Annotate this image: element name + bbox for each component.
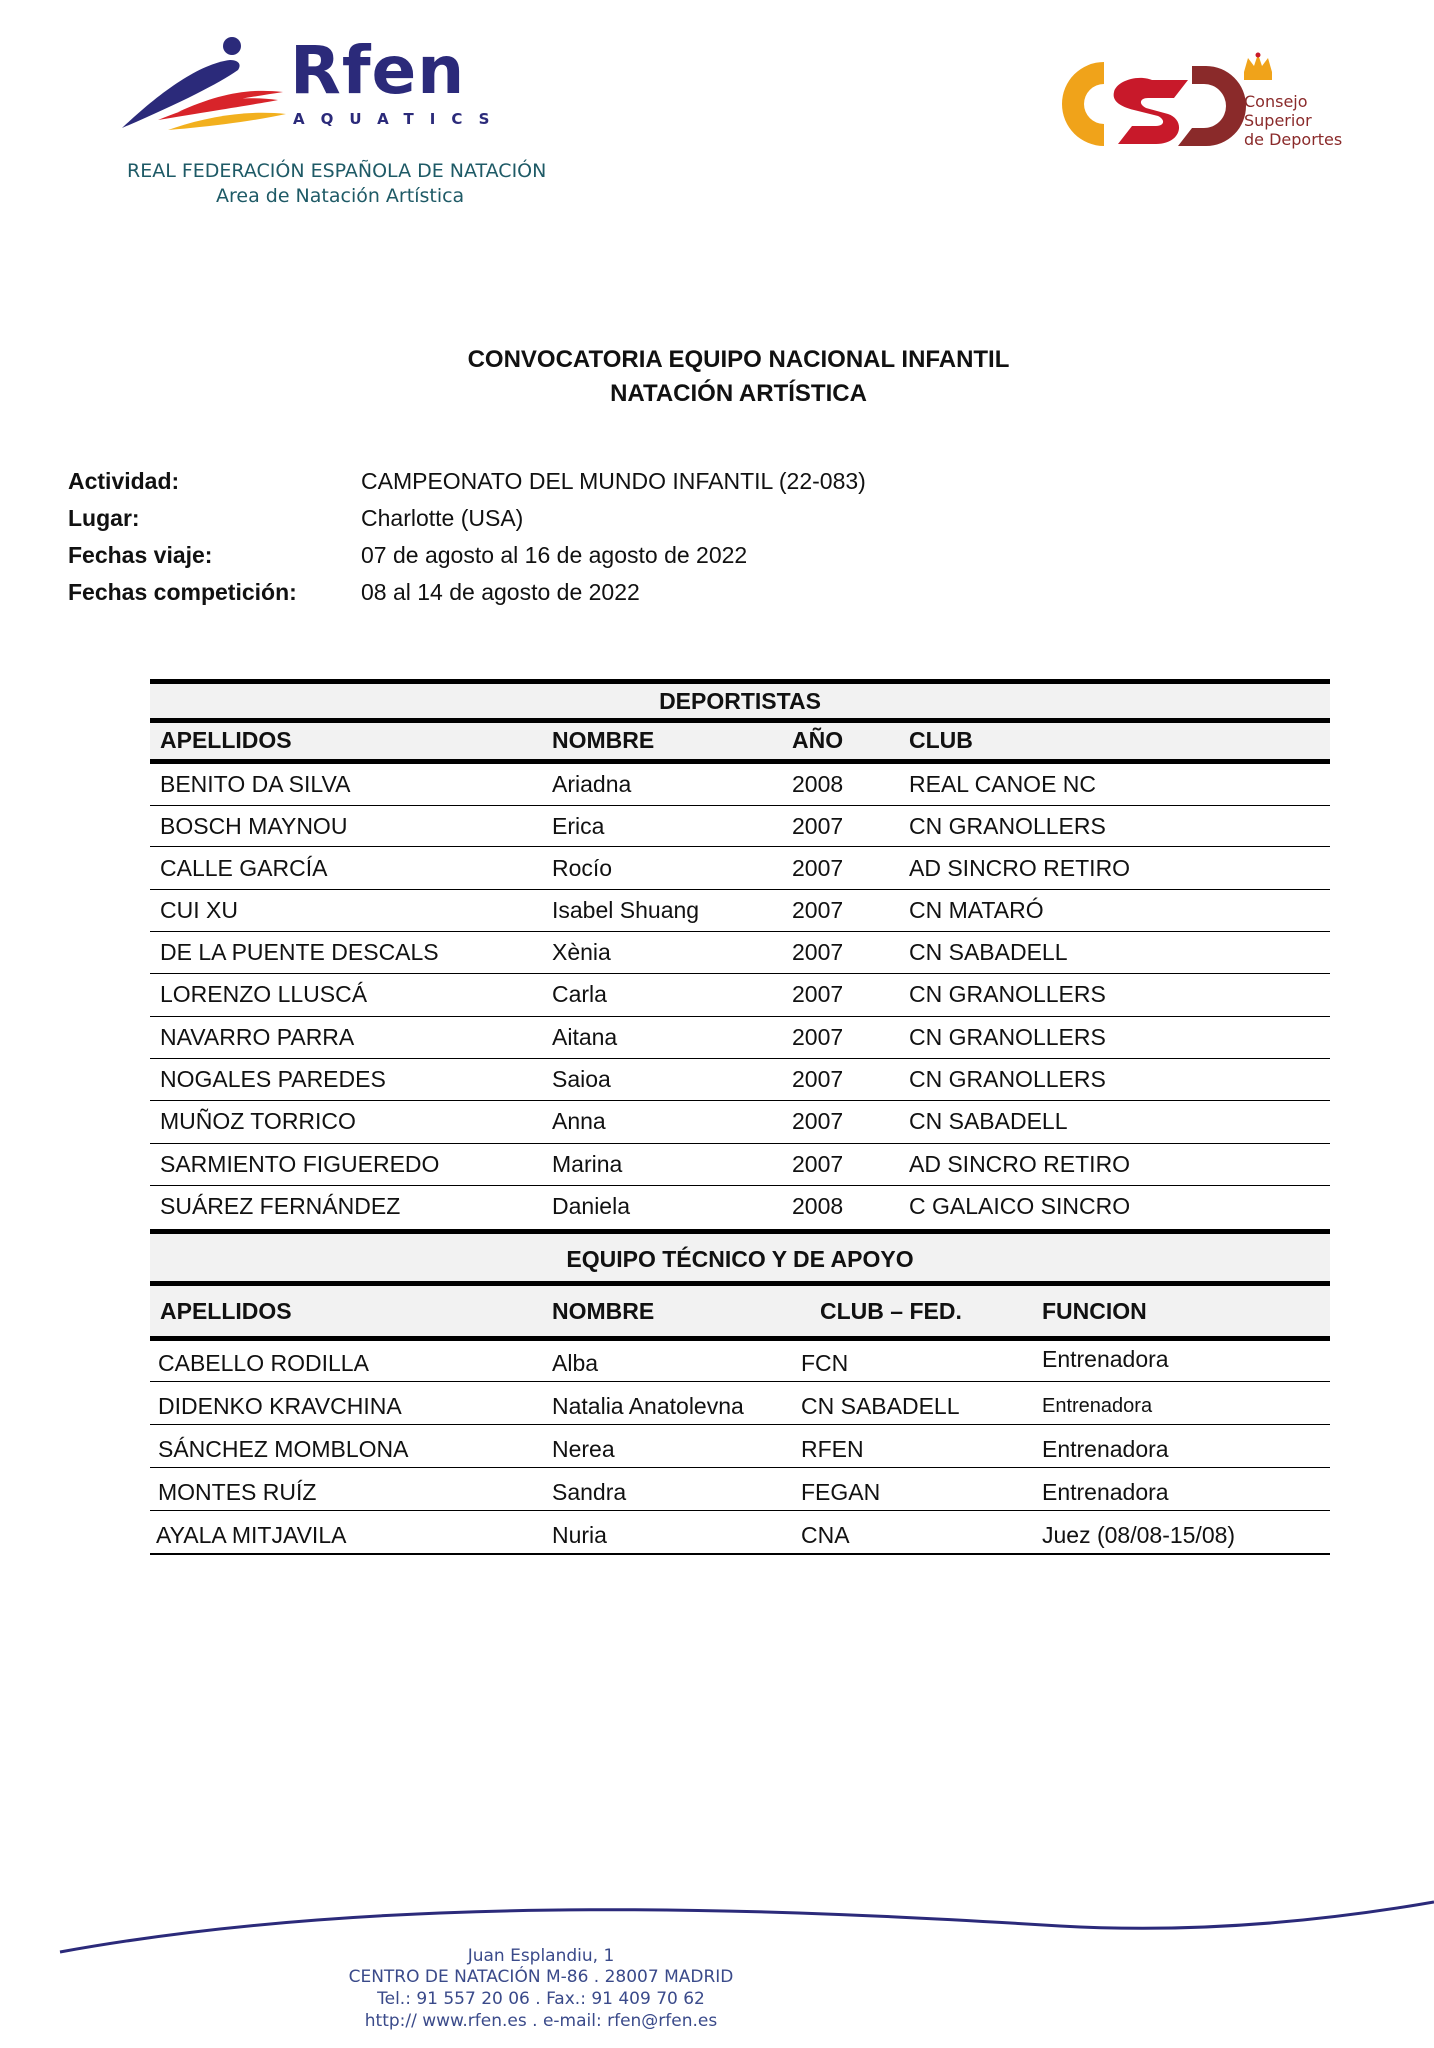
federation-name: REAL FEDERACIÓN ESPAÑOLA DE NATACIÓN: [127, 160, 547, 182]
row-divider: [150, 1553, 1330, 1555]
cell-anio: 2007: [792, 855, 844, 881]
cell-anio: 2008: [792, 1193, 844, 1219]
cell-club: FEGAN: [801, 1479, 881, 1505]
info-value-fechas-competicion: 08 al 14 de agosto de 2022: [361, 579, 640, 605]
cell-apellidos: DE LA PUENTE DESCALS: [160, 939, 439, 965]
cell-nombre: Aitana: [552, 1024, 618, 1050]
cell-apellidos: AYALA MITJAVILA: [156, 1522, 347, 1548]
deportistas-title: DEPORTISTAS: [659, 688, 821, 714]
cell-apellidos: CABELLO RODILLA: [158, 1350, 369, 1376]
csd-emblem-icon: [1056, 52, 1246, 152]
cell-club: CN GRANOLLERS: [909, 1024, 1106, 1050]
row-divider: [150, 931, 1330, 932]
cell-club: CN SABADELL: [801, 1393, 960, 1419]
cell-club: CN GRANOLLERS: [909, 981, 1106, 1007]
tecnico-title: EQUIPO TÉCNICO Y DE APOYO: [566, 1246, 914, 1272]
cell-nombre: Carla: [552, 981, 607, 1007]
cell-nombre: Rocío: [552, 855, 613, 881]
info-value-fechas-viaje: 07 de agosto al 16 de agosto de 2022: [361, 542, 748, 568]
cell-apellidos: MONTES RUÍZ: [158, 1479, 317, 1505]
cell-anio: 2007: [792, 1024, 844, 1050]
cell-club: CN GRANOLLERS: [909, 813, 1106, 839]
cell-funcion: Entrenadora: [1042, 1395, 1153, 1417]
cell-club: CN GRANOLLERS: [909, 1066, 1106, 1092]
cell-nombre: Anna: [552, 1108, 606, 1134]
cell-funcion: Entrenadora: [1042, 1436, 1169, 1462]
row-divider: [150, 1143, 1330, 1144]
cell-nombre: Nuria: [552, 1522, 607, 1548]
cell-nombre: Marina: [552, 1151, 623, 1177]
cell-anio: 2007: [792, 813, 844, 839]
table-rule: [150, 1281, 1330, 1286]
cell-nombre: Saioa: [552, 1066, 611, 1092]
row-divider: [150, 973, 1330, 974]
cell-nombre: Daniela: [552, 1193, 630, 1219]
info-label-fechas-viaje: Fechas viaje:: [68, 542, 213, 568]
cell-club: AD SINCRO RETIRO: [909, 855, 1131, 881]
table-rule: [150, 718, 1330, 723]
cell-club: C GALAICO SINCRO: [909, 1193, 1131, 1219]
cell-apellidos: CALLE GARCÍA: [160, 855, 328, 881]
cell-club: RFEN: [801, 1436, 864, 1462]
header-club: CLUB: [909, 727, 973, 753]
footer-phone: Tel.: 91 557 20 06 . Fax.: 91 409 70 62: [377, 1989, 705, 2009]
cell-funcion: Entrenadora: [1042, 1479, 1169, 1505]
header-apellidos: APELLIDOS: [160, 1298, 292, 1324]
cell-anio: 2007: [792, 981, 844, 1007]
row-divider: [150, 1185, 1330, 1186]
cell-nombre: Alba: [552, 1350, 599, 1376]
rfen-brand: Rfen: [290, 32, 466, 109]
cell-club: CN MATARÓ: [909, 897, 1044, 923]
cell-apellidos: BENITO DA SILVA: [160, 771, 351, 797]
cell-anio: 2007: [792, 1108, 844, 1134]
header-club-fed: CLUB – FED.: [820, 1298, 962, 1324]
cell-funcion: Entrenadora: [1042, 1346, 1169, 1372]
header-nombre: NOMBRE: [552, 1298, 655, 1324]
csd-line-2: Superior: [1244, 111, 1312, 130]
csd-line-3: de Deportes: [1244, 130, 1343, 149]
info-value-actividad: CAMPEONATO DEL MUNDO INFANTIL (22-083): [361, 468, 866, 494]
table-rule: [150, 1229, 1330, 1234]
row-divider: [150, 1510, 1330, 1511]
info-label-actividad: Actividad:: [68, 468, 180, 494]
cell-apellidos: LORENZO LLUSCÁ: [160, 981, 368, 1007]
cell-nombre: Erica: [552, 813, 605, 839]
cell-apellidos: MUÑOZ TORRICO: [160, 1108, 356, 1134]
cell-apellidos: CUI XU: [160, 897, 238, 923]
cell-club: CN SABADELL: [909, 1108, 1068, 1134]
cell-apellidos: NOGALES PAREDES: [160, 1066, 386, 1092]
cell-anio: 2007: [792, 1151, 844, 1177]
cell-club: AD SINCRO RETIRO: [909, 1151, 1131, 1177]
row-divider: [150, 805, 1330, 806]
header-apellidos: APELLIDOS: [160, 727, 292, 753]
cell-anio: 2007: [792, 897, 844, 923]
cell-apellidos: NAVARRO PARRA: [160, 1024, 355, 1050]
footer-web-email: http:// www.rfen.es . e-mail: rfen@rfen.es: [364, 2011, 718, 2031]
cell-club: REAL CANOE NC: [909, 771, 1097, 797]
row-divider: [150, 1058, 1330, 1059]
cell-apellidos: SARMIENTO FIGUEREDO: [160, 1151, 440, 1177]
footer-address-1: Juan Esplandiu, 1: [467, 1946, 615, 1966]
cell-nombre: Xènia: [552, 939, 611, 965]
row-divider: [150, 1381, 1330, 1382]
row-divider: [150, 1467, 1330, 1468]
cell-apellidos: SUÁREZ FERNÁNDEZ: [160, 1193, 401, 1219]
cell-nombre: Nerea: [552, 1436, 615, 1462]
cell-anio: 2007: [792, 939, 844, 965]
cell-apellidos: SÁNCHEZ MOMBLONA: [158, 1436, 409, 1462]
crown-icon: [1240, 52, 1276, 84]
cell-funcion: Juez (08/08-15/08): [1042, 1522, 1236, 1548]
rfen-aquatics: AQUATICS: [293, 110, 506, 128]
cell-anio: 2008: [792, 771, 844, 797]
cell-nombre: Sandra: [552, 1479, 627, 1505]
row-divider: [150, 1100, 1330, 1101]
info-value-lugar: Charlotte (USA): [361, 505, 524, 531]
header-nombre: NOMBRE: [552, 727, 655, 753]
cell-apellidos: DIDENKO KRAVCHINA: [158, 1393, 402, 1419]
csd-line-1: Consejo: [1244, 92, 1308, 111]
table-rule: [150, 759, 1330, 764]
document-title-line-1: CONVOCATORIA EQUIPO NACIONAL INFANTIL: [467, 346, 1010, 373]
table-rule: [150, 1336, 1330, 1341]
csd-text: [1244, 92, 1342, 149]
document-title-line-2: NATACIÓN ARTÍSTICA: [610, 380, 867, 407]
cell-apellidos: BOSCH MAYNOU: [160, 813, 348, 839]
cell-nombre: Isabel Shuang: [552, 897, 700, 923]
info-label-lugar: Lugar:: [68, 505, 140, 531]
header-funcion: FUNCION: [1042, 1298, 1147, 1324]
cell-anio: 2007: [792, 1066, 844, 1092]
header-anio: AÑO: [792, 727, 844, 753]
row-divider: [150, 846, 1330, 847]
info-label-fechas-competicion: Fechas competición:: [68, 579, 297, 605]
row-divider: [150, 1424, 1330, 1425]
cell-club: CNA: [801, 1522, 850, 1548]
footer-address-2: CENTRO DE NATACIÓN M-86 . 28007 MADRID: [348, 1967, 734, 1987]
cell-nombre: Natalia Anatolevna: [552, 1393, 744, 1419]
federation-area: Area de Natación Artística: [216, 185, 465, 207]
cell-club: CN SABADELL: [909, 939, 1068, 965]
row-divider: [150, 1016, 1330, 1017]
cell-club: FCN: [801, 1350, 849, 1376]
row-divider: [150, 889, 1330, 890]
cell-nombre: Ariadna: [552, 771, 632, 797]
table-rule: [150, 679, 1330, 684]
